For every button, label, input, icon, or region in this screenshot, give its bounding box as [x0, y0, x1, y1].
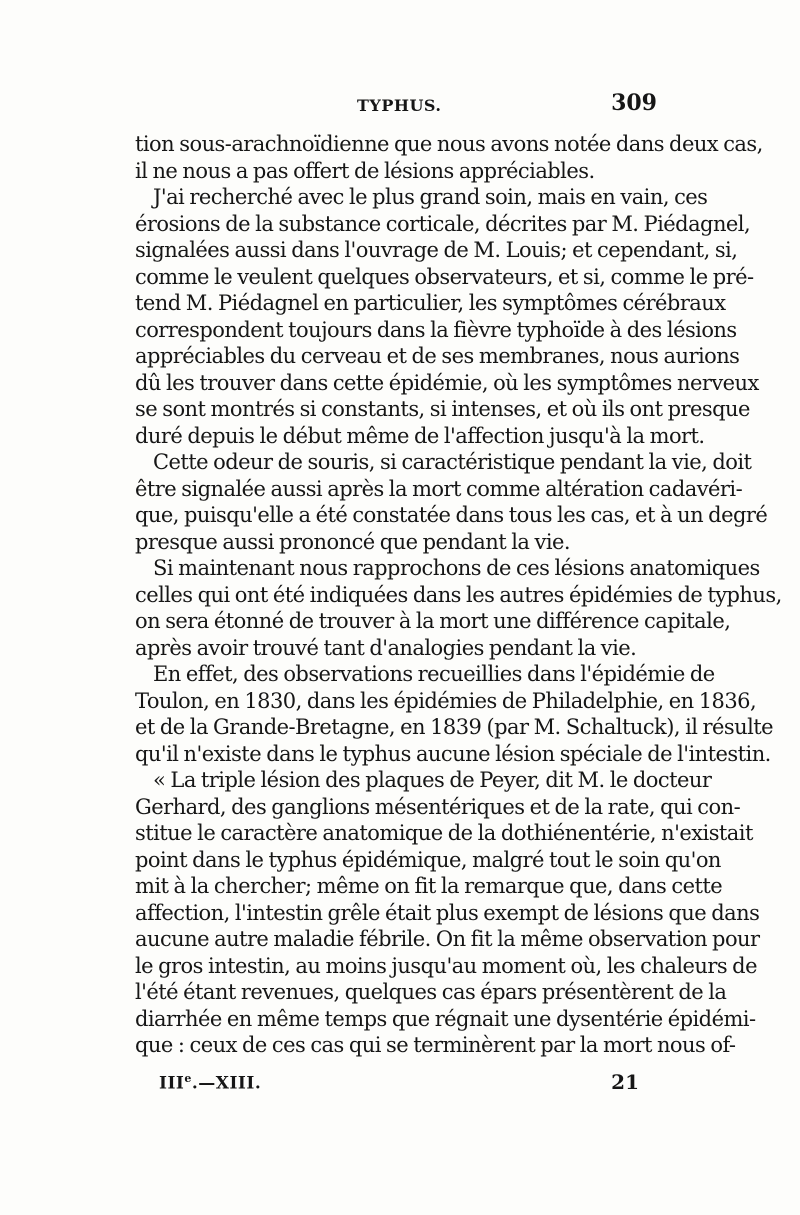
text-line: tion sous-arachnoïdienne que nous avons notée dans deux cas, [135, 132, 763, 156]
body-text [135, 131, 782, 1059]
text-line: presque aussi prononcé que pendant la vie. [135, 529, 570, 554]
text-line: que, puisqu'elle a été constatée dans tous les cas, et à un degré [135, 503, 768, 527]
text-line: mit à la chercher; même on fit la remarque que, dans cette [135, 874, 723, 898]
paragraph-start-line: Cette odeur de souris, si caractéristique pendant la vie, doit [153, 450, 752, 474]
text-line: affection, l'intestin grêle était plus exempt de lésions que dans [135, 900, 760, 925]
paragraph-start-line: En effet, des observations recueillies dans l'épidémie de [153, 662, 715, 686]
text-line: diarrhée en même temps que régnait une dysentérie épidémi- [135, 1006, 756, 1031]
paragraph-start-line: « La triple lésion des plaques de Peyer, dit M. le docteur [153, 768, 712, 792]
running-title: TYPHUS. [357, 96, 442, 115]
text-line: et de la Grande-Bretagne, en 1839 (par M. Schaltuck), il résulte [135, 715, 774, 739]
text-line: que : ceux de ces cas qui se terminèrent par la mort nous of- [135, 1033, 736, 1057]
signature-part: .—XIII. [191, 1073, 262, 1094]
paragraph-start-line: Si maintenant nous rapprochons de ces lésions anatomiques [153, 556, 760, 580]
text-line: qu'il n'existe dans le typhus aucune lésion spéciale de l'intestin. [135, 741, 771, 766]
text-line: appréciables du cerveau et de ses membranes, nous aurions [135, 344, 740, 368]
text-line: dû les trouver dans cette épidémie, où les symptômes nerveux [135, 370, 759, 395]
text-line: signalées aussi dans l'ouvrage de M. Louis; et cependant, si, [135, 238, 738, 262]
signature-superscript: e [184, 1072, 192, 1085]
text-line: Gerhard, des ganglions mésentériques et de la rate, qui con- [135, 794, 741, 819]
text-line: Toulon, en 1830, dans les épidémies de Philadelphie, en 1836, [135, 688, 757, 713]
text-line: l'été étant revenues, quelques cas épars présentèrent de la [135, 980, 727, 1004]
page-header [135, 90, 657, 126]
page-footer [135, 1072, 657, 1102]
text-line: érosions de la substance corticale, décrites par M. Piédagnel, [135, 211, 751, 236]
signature-volume: III [159, 1073, 185, 1094]
page-number: 309 [611, 90, 657, 116]
text-line: se sont montrés si constants, si intenses, et où ils ont presque [135, 397, 750, 421]
text-line: après avoir trouvé tant d'analogies pendant la vie. [135, 635, 637, 660]
text-line: duré depuis le début même de l'affection jusqu'à la mort. [135, 423, 705, 448]
printer-signature [159, 1072, 261, 1094]
text-line: comme le veulent quelques observateurs, et si, comme le pré- [135, 264, 754, 289]
text-line: celles qui ont été indiquées dans les autres épidémies de typhus, [135, 582, 782, 607]
text-line: on sera étonné de trouver à la mort une différence capitale, [135, 609, 731, 633]
paragraph-start-line: J'ai recherché avec le plus grand soin, mais en vain, ces [153, 185, 708, 209]
text-line: correspondent toujours dans la fièvre typhoïde à des lésions [135, 317, 737, 342]
sheet-number: 21 [611, 1070, 639, 1094]
text-line: être signalée aussi après la mort comme altération cadavéri- [135, 476, 743, 501]
text-line: tend M. Piédagnel en particulier, les symptômes cérébraux [135, 291, 726, 315]
text-line: aucune autre maladie fébrile. On fit la même observation pour [135, 927, 760, 951]
text-line: stitue le caractère anatomique de la dothiénentérie, n'existait [135, 821, 753, 845]
text-line: point dans le typhus épidémique, malgré tout le soin qu'on [135, 847, 721, 872]
text-line: il ne nous a pas offert de lésions appréciables. [135, 158, 595, 183]
text-line: le gros intestin, au moins jusqu'au moment où, les chaleurs de [135, 953, 757, 978]
